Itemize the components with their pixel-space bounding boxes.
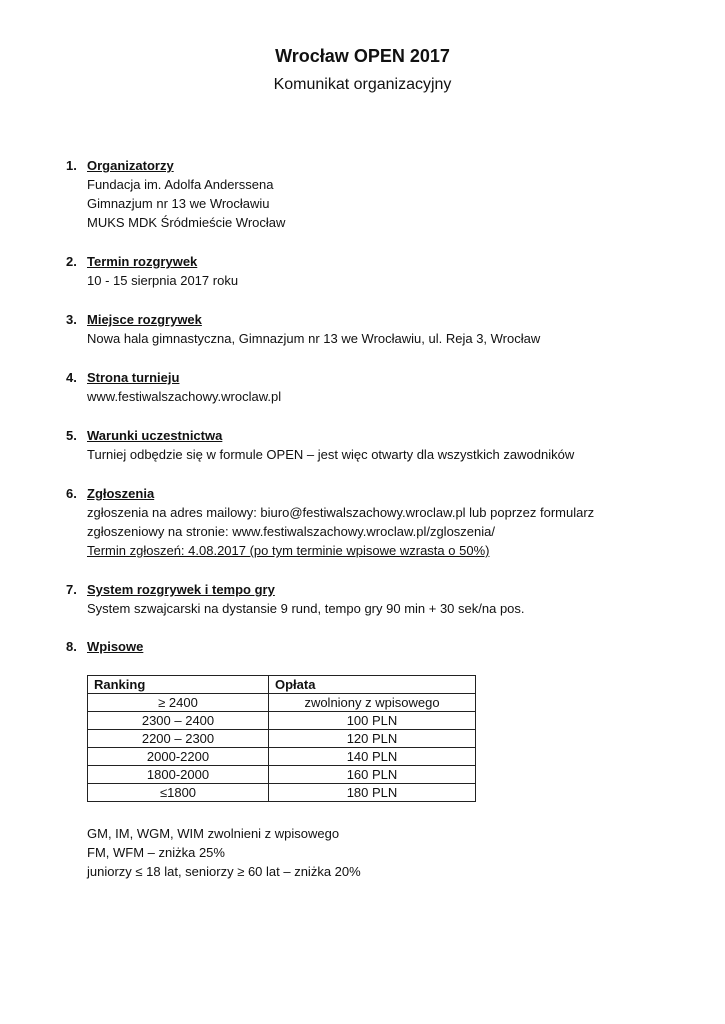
column-header-fee: Opłata xyxy=(269,676,476,694)
section-number: 3. xyxy=(66,312,77,327)
section-venue xyxy=(66,310,686,348)
ranking-cell: 1800-2000 xyxy=(88,766,269,784)
section-heading: Wpisowe xyxy=(87,639,144,654)
section-fees xyxy=(66,637,686,656)
section-number: 5. xyxy=(66,428,77,443)
discount-notes xyxy=(87,824,361,881)
section-line: zgłoszenia na adres mailowy: biuro@festiwalszachowy.wroclaw.pl lub poprzez formularz xyxy=(87,505,595,520)
section-number: 1. xyxy=(66,158,77,173)
note-line: juniorzy ≤ 18 lat, seniorzy ≥ 60 lat – zniżka 20% xyxy=(87,864,361,879)
registration-deadline: Termin zgłoszeń: 4.08.2017 (po tym terminie wpisowe wzrasta o 50%) xyxy=(87,543,490,558)
section-line: 10 - 15 sierpnia 2017 roku xyxy=(87,273,239,288)
table-row xyxy=(88,730,476,748)
table-row xyxy=(88,712,476,730)
table-row xyxy=(88,694,476,712)
section-heading: Zgłoszenia xyxy=(87,486,155,501)
section-number: 8. xyxy=(66,639,77,654)
section-website xyxy=(66,368,686,406)
ranking-cell: ≤1800 xyxy=(88,784,269,802)
section-line: Gimnazjum nr 13 we Wrocławiu xyxy=(87,196,270,211)
table-header-row xyxy=(88,676,476,694)
ranking-cell: 2000-2200 xyxy=(88,748,269,766)
table-row xyxy=(88,784,476,802)
fee-table xyxy=(87,675,476,802)
section-dates xyxy=(66,252,686,290)
fee-cell: 180 PLN xyxy=(269,784,476,802)
section-number: 6. xyxy=(66,486,77,501)
section-system xyxy=(66,580,686,618)
fee-cell: 100 PLN xyxy=(269,712,476,730)
section-line: Fundacja im. Adolfa Anderssena xyxy=(87,177,274,192)
page-subtitle: Komunikat organizacyjny xyxy=(273,76,452,93)
section-line: System szwajcarski na dystansie 9 rund, tempo gry 90 min + 30 sek/na pos. xyxy=(87,601,525,616)
section-number: 4. xyxy=(66,370,77,385)
ranking-cell: ≥ 2400 xyxy=(88,694,269,712)
section-conditions xyxy=(66,426,686,464)
page-title: Wrocław OPEN 2017 xyxy=(275,46,450,66)
fee-cell: 120 PLN xyxy=(269,730,476,748)
section-line: zgłoszeniowy na stronie: www.festiwalszachowy.wroclaw.pl/zgloszenia/ xyxy=(87,524,495,539)
section-number: 7. xyxy=(66,582,77,597)
section-heading: Termin rozgrywek xyxy=(87,254,198,269)
section-registration xyxy=(66,484,686,560)
section-heading: Miejsce rozgrywek xyxy=(87,312,202,327)
section-organizers xyxy=(66,156,686,232)
fee-cell: 160 PLN xyxy=(269,766,476,784)
ranking-cell: 2300 – 2400 xyxy=(88,712,269,730)
section-heading: Strona turnieju xyxy=(87,370,180,385)
note-line: GM, IM, WGM, WIM zwolnieni z wpisowego xyxy=(87,826,340,841)
note-line: FM, WFM – zniżka 25% xyxy=(87,845,225,860)
section-line: Turniej odbędzie się w formule OPEN – jest więc otwarty dla wszystkich zawodników xyxy=(87,447,575,462)
fee-cell: zwolniony z wpisowego xyxy=(269,694,476,712)
table-row xyxy=(88,766,476,784)
section-line: Nowa hala gimnastyczna, Gimnazjum nr 13 we Wrocławiu, ul. Reja 3, Wrocław xyxy=(87,331,541,346)
section-number: 2. xyxy=(66,254,77,269)
section-heading: Warunki uczestnictwa xyxy=(87,428,223,443)
section-line: MUKS MDK Śródmieście Wrocław xyxy=(87,215,286,230)
column-header-ranking: Ranking xyxy=(88,676,269,694)
section-line: www.festiwalszachowy.wroclaw.pl xyxy=(87,389,282,404)
fee-cell: 140 PLN xyxy=(269,748,476,766)
section-heading: Organizatorzy xyxy=(87,158,174,173)
ranking-cell: 2200 – 2300 xyxy=(88,730,269,748)
table-row xyxy=(88,748,476,766)
section-heading: System rozgrywek i tempo gry xyxy=(87,582,275,597)
